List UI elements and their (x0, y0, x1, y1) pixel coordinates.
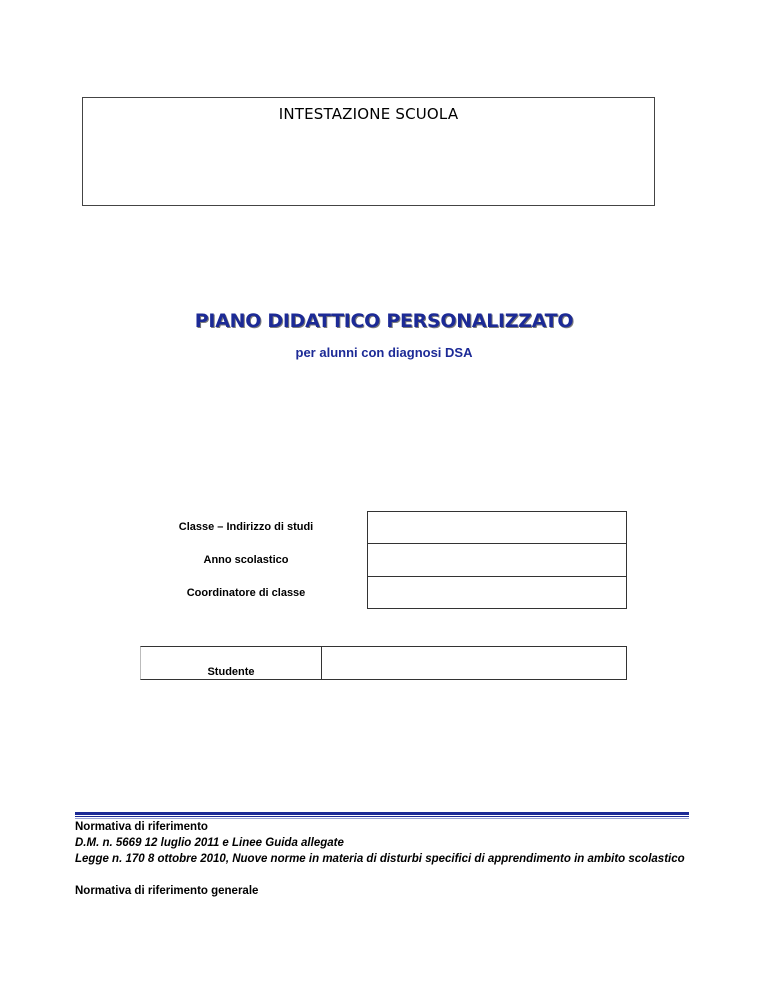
coordinatore-field[interactable] (367, 576, 627, 609)
section-divider-rule-thin (75, 816, 689, 817)
anno-scolastico-label: Anno scolastico (203, 554, 289, 566)
school-header-label: INTESTAZIONE SCUOLA (278, 105, 459, 123)
reference-legge-170: Legge n. 170 8 ottobre 2010, Nuove norme in materia di disturbi specifici di apprendimento in ambito scolastico (75, 853, 685, 865)
student-field[interactable] (321, 647, 626, 679)
document-title: PIANO DIDATTICO PERSONALIZZATO (194, 310, 574, 332)
general-references-heading: Normativa di riferimento generale (75, 885, 259, 897)
references-heading: Normativa di riferimento (75, 821, 208, 833)
reference-dm-5669: D.M. n. 5669 12 luglio 2011 e Linee Guida allegate (75, 837, 344, 849)
coordinatore-label: Coordinatore di classe (186, 587, 306, 599)
classe-field[interactable] (367, 511, 627, 544)
references-section (75, 819, 689, 899)
anno-scolastico-field[interactable] (367, 543, 627, 577)
student-label: Studente (207, 666, 255, 678)
section-divider-rule (75, 812, 689, 815)
school-header-box (82, 97, 655, 206)
document-subtitle: per alunni con diagnosi DSA (295, 345, 473, 360)
classe-label: Classe – Indirizzo di studi (178, 521, 314, 533)
